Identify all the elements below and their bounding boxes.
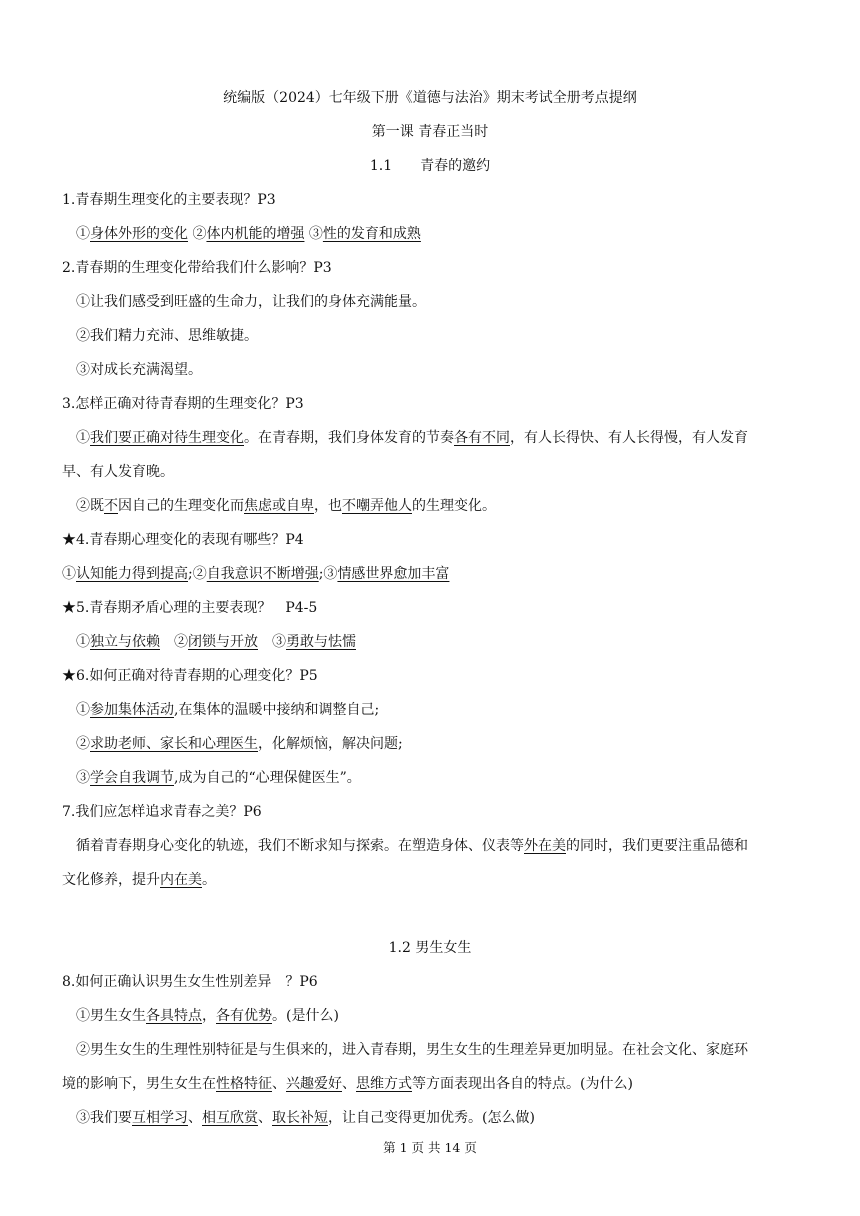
- answer-line: ①我们要正确对待生理变化。在青春期，我们身体发育的节奏各有不同，有人长得快、有人长得慢，有人发育: [76, 430, 748, 446]
- answer-line: ②男生女生的生理性别特征是与生俱来的，进入青春期，男生女生的生理差异更加明显。在社会文化、家庭环: [76, 1042, 748, 1058]
- answer-line: ②既不因自己的生理变化而焦虑或自卑，也不嘲弄他人的生理变化。: [76, 498, 496, 514]
- answer-line: ①认知能力得到提高;②自我意识不断增强;③情感世界愈加丰富: [62, 566, 450, 582]
- section-heading-1-1: 1.1 青春的邀约: [369, 158, 491, 174]
- key-point-underlined: 取长补短: [272, 1110, 328, 1126]
- key-point-underlined: 情感世界愈加丰富: [337, 566, 450, 582]
- key-point-underlined: 思维方式: [356, 1076, 412, 1092]
- answer-line: ①男生女生各具特点，各有优势。(是什么): [76, 1008, 339, 1024]
- key-point-underlined: 体内机能的增强: [206, 226, 305, 242]
- answer-line: ③学会自我调节,成为自己的“心理保健医生”。: [76, 770, 361, 786]
- key-point-underlined: 认知能力得到提高: [76, 566, 188, 582]
- key-point-underlined: 不嘲弄他人: [342, 498, 412, 514]
- question-line: 1.青春期生理变化的主要表现？P3: [62, 192, 276, 208]
- key-point-underlined: 性格特征: [216, 1076, 272, 1092]
- question-line: ★4.青春期心理变化的表现有哪些？P4: [62, 532, 304, 548]
- answer-line: ②我们精力充沛、思维敏捷。: [76, 328, 258, 344]
- answer-line: ①身体外形的变化 ②体内机能的增强 ③性的发育和成熟: [76, 226, 421, 242]
- answer-line: ②求助老师、家长和心理医生，化解烦恼，解决问题;: [76, 736, 403, 752]
- question-line: ★5.青春期矛盾心理的主要表现？ P4-5: [62, 600, 318, 616]
- key-point-underlined: 互相学习: [132, 1110, 188, 1126]
- key-point-underlined: 不: [104, 498, 118, 514]
- document-title: 统编版（2024）七年级下册《道德与法治》期末考试全册考点提纲: [223, 90, 637, 106]
- answer-line-continued: 文化修养，提升内在美。: [62, 872, 216, 888]
- key-point-underlined: 闭锁与开放: [188, 634, 258, 650]
- key-point-underlined: 我们要正确对待生理变化: [90, 430, 244, 446]
- answer-line-continued: 早、有人发育晚。: [62, 464, 174, 480]
- key-point-underlined: 求助老师、家长和心理医生: [90, 736, 258, 752]
- key-point-underlined: 内在美: [160, 872, 202, 888]
- key-point-underlined: 相互欣赏: [202, 1110, 258, 1126]
- key-point-underlined: 参加集体活动: [90, 702, 174, 718]
- key-point-underlined: 独立与依赖: [90, 634, 160, 650]
- page-footer: 第 1 页 共 14 页: [383, 1140, 477, 1155]
- answer-line: 循着青春期身心变化的轨迹，我们不断求知与探索。在塑造身体、仪表等外在美的同时，我们更要注重品德和: [76, 838, 748, 854]
- key-point-underlined: 各具特点: [146, 1008, 202, 1024]
- key-point-underlined: 学会自我调节: [90, 770, 174, 786]
- section-heading-1-2: 1.2 男生女生: [388, 940, 472, 956]
- answer-line: ①独立与依赖 ②闭锁与开放 ③勇敢与怯懦: [76, 634, 356, 650]
- key-point-underlined: 兴趣爱好: [286, 1076, 342, 1092]
- question-line: 7.我们应怎样追求青春之美？P6: [62, 804, 262, 820]
- key-point-underlined: 各有不同: [454, 430, 510, 446]
- question-line: ★6.如何正确对待青春期的心理变化？P5: [62, 668, 318, 684]
- answer-line: ①让我们感受到旺盛的生命力，让我们的身体充满能量。: [76, 294, 426, 310]
- question-line: 8.如何正确认识男生女生性别差异 ？P6: [62, 974, 318, 990]
- answer-line-continued: 境的影响下，男生女生在性格特征、兴趣爱好、思维方式等方面表现出各自的特点。(为什么): [62, 1076, 633, 1092]
- key-point-underlined: 勇敢与怯懦: [286, 634, 356, 650]
- answer-line: ③我们要互相学习、相互欣赏、取长补短，让自己变得更加优秀。(怎么做): [76, 1110, 535, 1126]
- key-point-underlined: 自我意识不断增强: [206, 566, 319, 582]
- key-point-underlined: 焦虑或自卑: [244, 498, 314, 514]
- key-point-underlined: 身体外形的变化: [90, 226, 188, 242]
- answer-line: ①参加集体活动,在集体的温暖中接纳和调整自己;: [76, 702, 380, 718]
- question-line: 3.怎样正确对待青春期的生理变化？P3: [62, 396, 304, 412]
- lesson-title: 第一课 青春正当时: [371, 124, 489, 140]
- key-point-underlined: 各有优势: [216, 1008, 272, 1024]
- key-point-underlined: 性的发育和成熟: [322, 226, 421, 242]
- key-point-underlined: 外在美: [524, 838, 566, 854]
- answer-line: ③对成长充满渴望。: [76, 362, 202, 378]
- question-line: 2.青春期的生理变化带给我们什么影响？P3: [62, 260, 332, 276]
